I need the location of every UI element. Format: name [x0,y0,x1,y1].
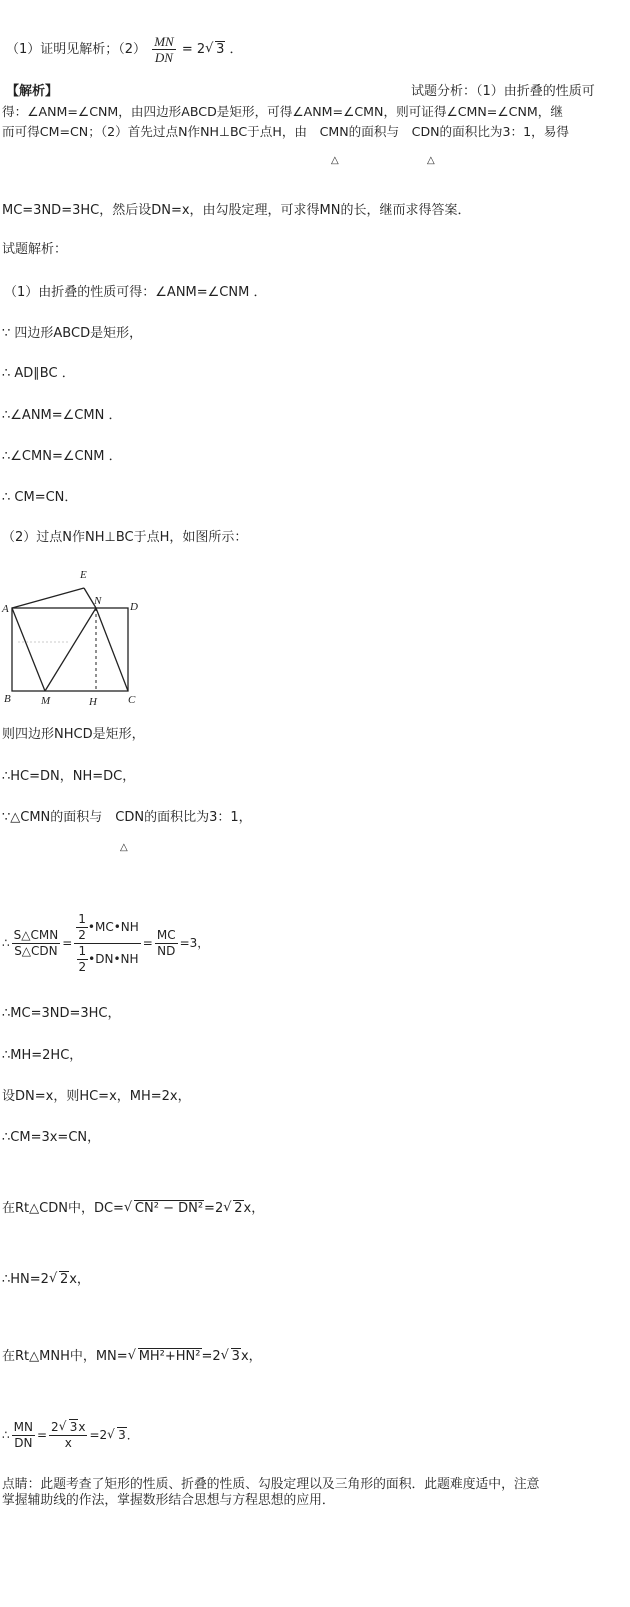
label-m: M [41,695,51,707]
step-7: （2）过点N作NH⊥BC于点H，如图所示： [2,530,248,545]
mc-nd-fraction: $\frac{MC}{ND}$ [156,928,176,958]
analysis-triangle-1: △ [331,155,339,166]
comment-line1: 点睛：此题考查了矩形的性质、折叠的性质、勾股定理以及三角形的面积．此题难度适中，注意 [2,1477,540,1492]
step-1: （1）由折叠的性质可得：∠ANM=∠CNM ． [4,285,267,300]
final-equation: ∴ $\frac{MN}{DN}$ = $\frac{2√ 3x}{x}$ =2√ 3． [2,1420,139,1451]
segment-ae [12,588,84,608]
step-13: 设DN=x，则HC=x，MH=2x， [2,1089,191,1104]
dc-sqrt: √ CN² − DN² [124,1201,204,1217]
segment-mn [45,608,96,691]
step-4: ∴∠ANM=∠CMN ． [2,408,122,423]
solution-title: 试题解析： [2,242,68,257]
step-2: ∵ 四边形ABCD是矩形， [2,326,143,341]
step-14: ∴CM=3x=CN， [2,1130,101,1145]
answer-part1: （1）证明见解析；（2） [6,42,147,57]
segment-nc [96,608,128,691]
step-15: 在Rt△CDN中，DC=√ CN² − DN²=2√ 2x， [2,1201,264,1217]
analysis-line3: MC=3ND=3HC，然后设DN=x，由勾股定理，可求得MN的长，继而求得答案． [2,203,471,218]
half-product-fraction: $\frac{1}{2}$ •MC•NH $\frac{1}{2}$ •DN•NH [74,912,141,975]
label-d: D [130,601,138,613]
geometry-figure [0,562,150,707]
step-8: 则四边形NHCD是矩形， [2,727,145,742]
mn-sqrt: √ MH²+HN² [128,1349,202,1365]
step-9: ∴HC=DN，NH=DC， [2,769,136,784]
analysis-line2: 而可得CM=CN；（2）首先过点N作NH⊥BC于点H，由 CMN的面积与 CDN的面积比为3：1，易得 [2,124,569,139]
label-h: H [89,696,97,707]
comment-line2: 掌握辅助线的作法，掌握数形结合思想与方程思想的应用． [2,1493,335,1508]
answer-fraction [152,34,176,65]
answer-sqrt: √ 3 [205,42,225,58]
step-6: ∴ CM=CN． [2,490,78,505]
step-5: ∴∠CMN=∠CNM ． [2,449,122,464]
step-12: ∴MH=2HC， [2,1048,83,1063]
label-n: N [94,595,102,607]
label-c: C [128,694,136,706]
step-11: ∴MC=3ND=3HC， [2,1006,121,1021]
analysis-tag: 【解析】 [6,84,59,99]
label-a: A [2,603,9,615]
step-10: ∵△CMN的面积与 CDN的面积比为3：1， [2,810,252,825]
label-b: B [4,693,11,705]
answer-fraction-den: DN [154,50,173,65]
step-16: ∴HN=2√ 2x， [2,1272,90,1288]
analysis-head: 试题分析：（1）由折叠的性质可 [411,84,595,99]
step-3: ∴ AD∥BC ． [2,366,75,381]
answer-fraction-num: MN [154,34,174,49]
analysis-triangle-2: △ [427,155,435,166]
answer-eq: = 2 [181,42,206,57]
ratio-equation: ∴ $\frac{\text{S△CMN}}{\text{S△CDN}}$ = $\frac{1}{2}$ •MC•NH $\frac{1}{2}$ •DN•NH = $\frac{MC}{ND}$ =3， [2,912,210,974]
answer-end: ． [229,42,243,57]
analysis-line1: 得：∠ANM=∠CNM，由四边形ABCD是矩形，可得∠ANM=∠CMN，则可证得∠CMN=∠CNM，继 [2,104,563,119]
answer-line [6,34,243,65]
step-10-triangle: △ [120,842,128,853]
label-e: E [80,569,87,581]
area-ratio-fraction: $\frac{\text{S△CMN}}{\text{S△CDN}}$ [13,928,59,958]
step-17: 在Rt△MNH中，MN=√ MH²+HN²=2√ 3x， [2,1349,262,1365]
segment-am [12,608,45,691]
